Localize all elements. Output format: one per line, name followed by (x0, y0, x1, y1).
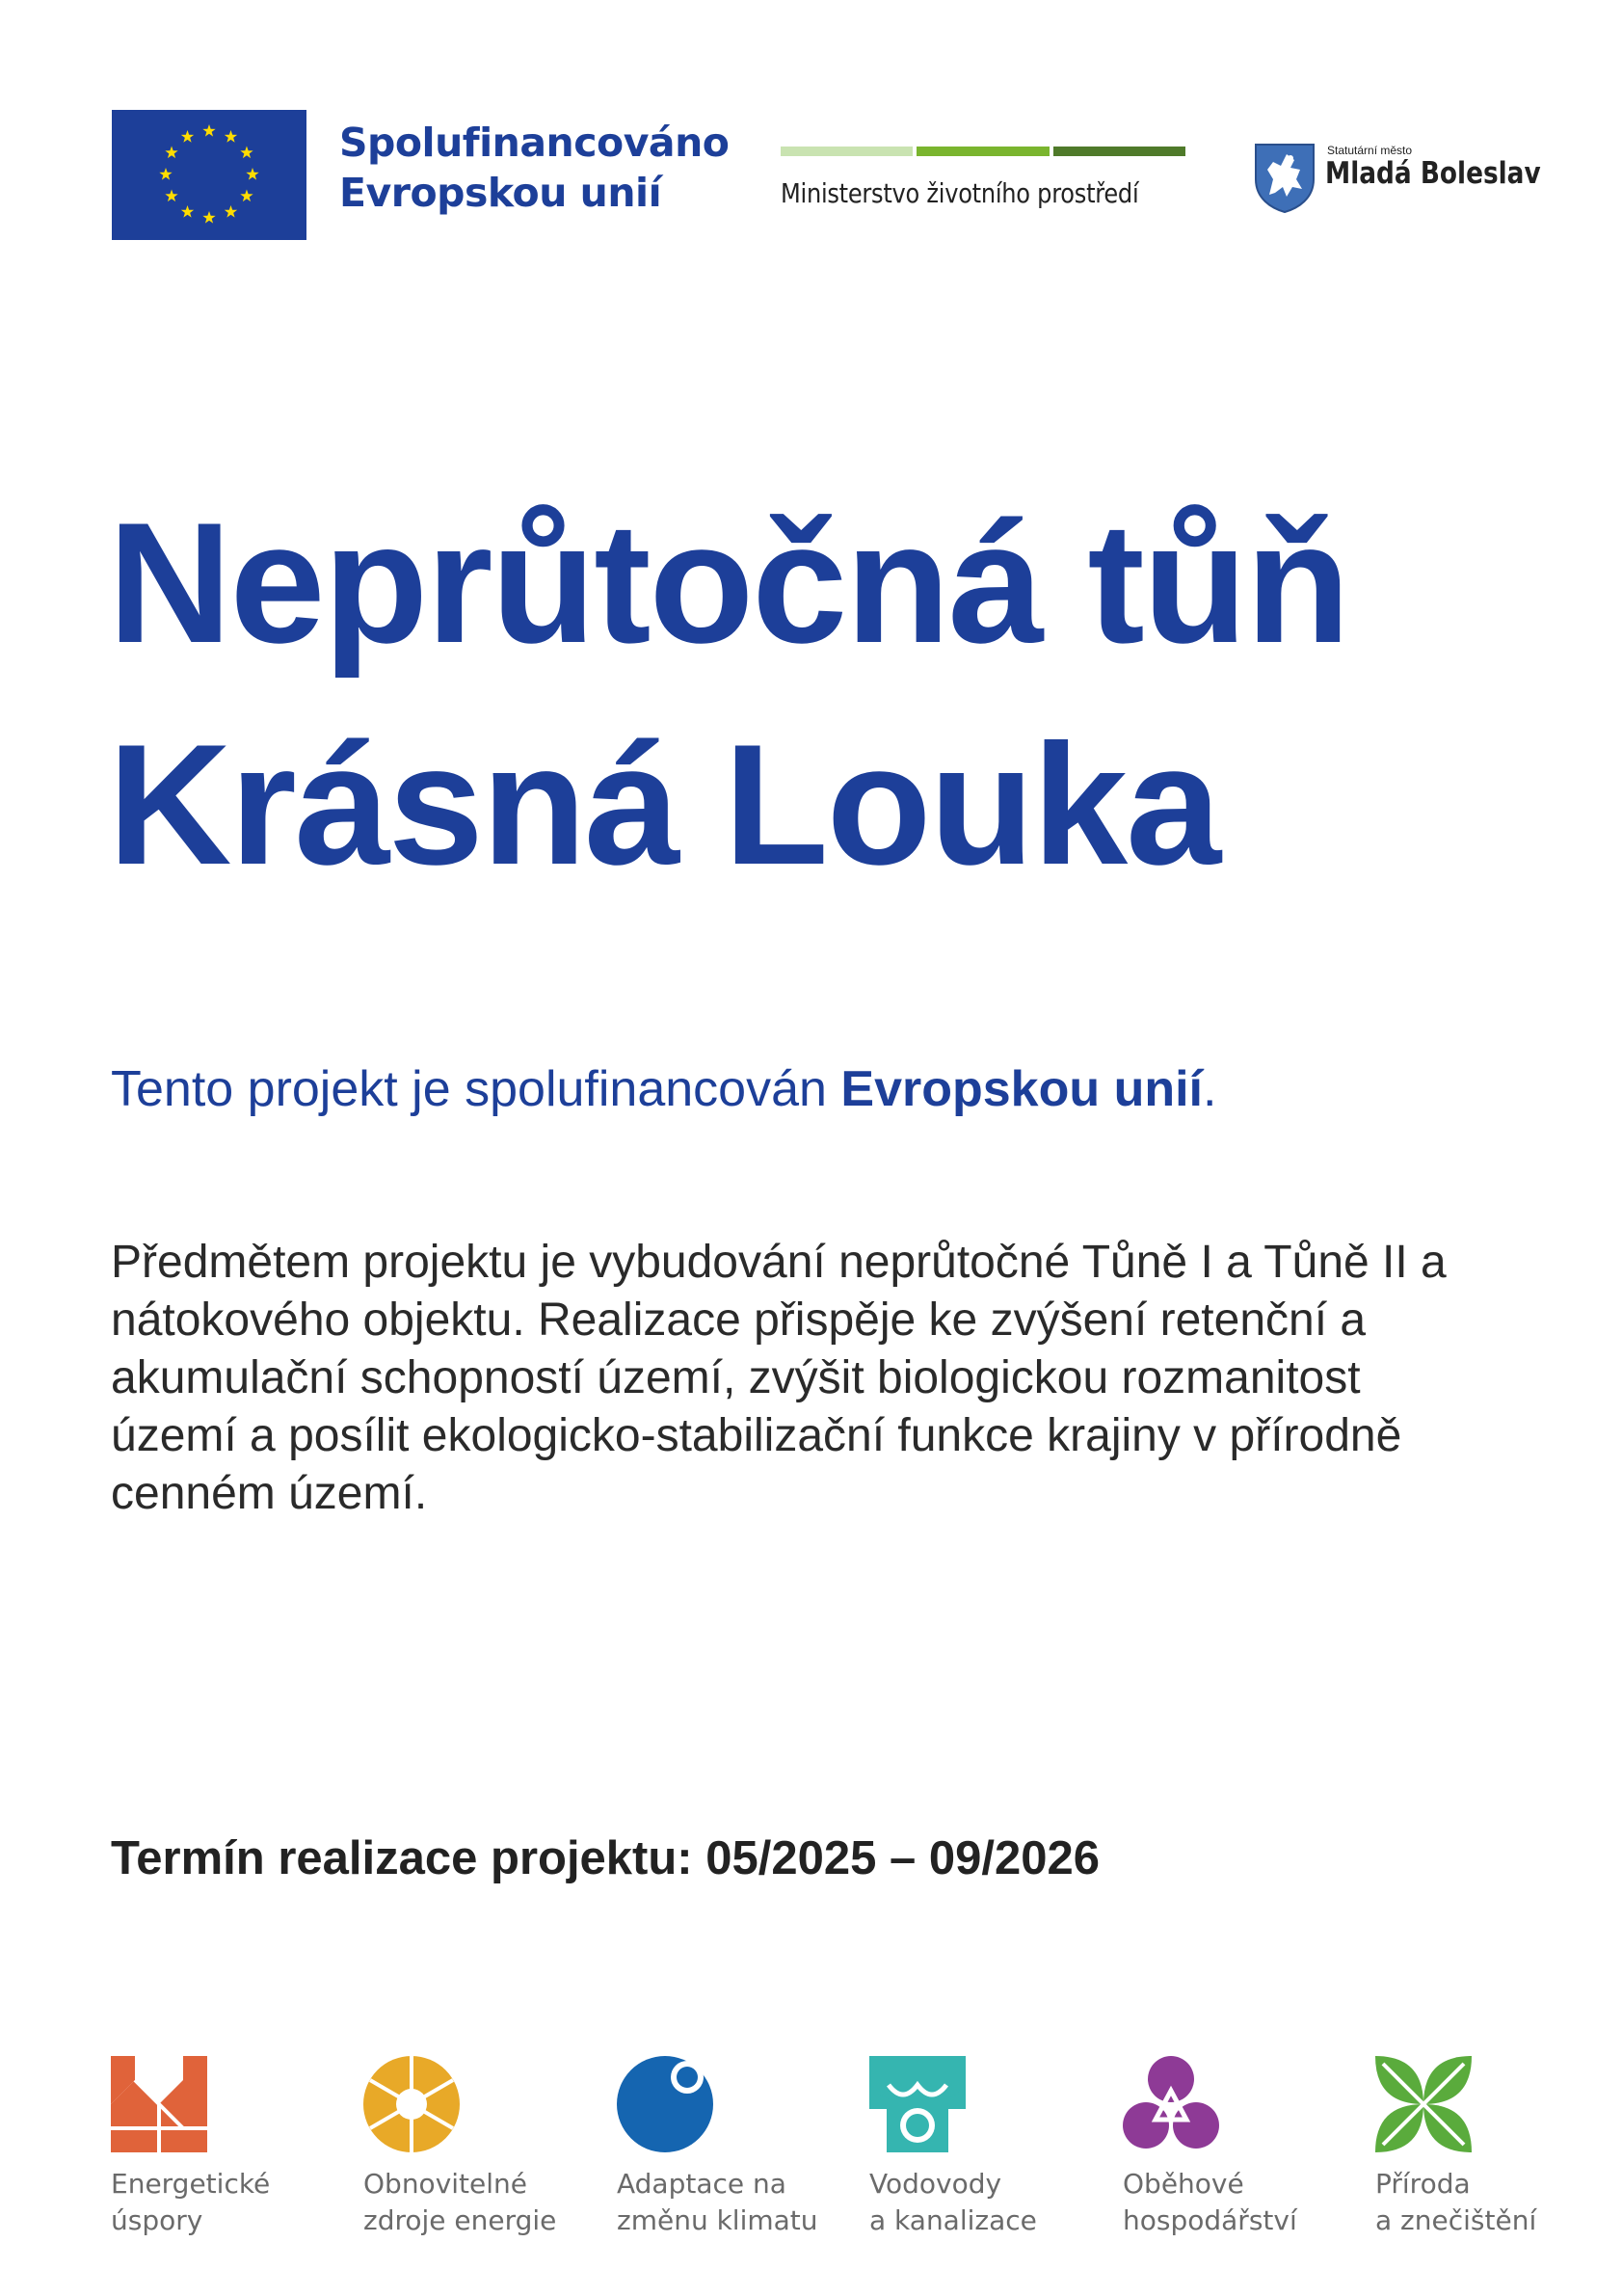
theme-label-line2: změnu klimatu (617, 2204, 818, 2236)
eu-logo-line2: Evropskou unií (339, 170, 662, 216)
circular-economy-icon (1123, 2056, 1219, 2152)
ministry-bar-dark (1053, 147, 1185, 156)
eu-cofinance-logo-text (339, 118, 729, 218)
title-line2: Krásná Louka (108, 708, 1220, 900)
renewable-energy-icon (363, 2056, 460, 2152)
ministry-logo (781, 147, 1185, 209)
theme-label-line1: Energetické (111, 2168, 271, 2200)
theme-label-line2: zdroje energie (363, 2204, 557, 2236)
theme-label-line2: a znečištění (1375, 2204, 1537, 2236)
energy-savings-icon (111, 2056, 207, 2152)
header (112, 110, 1541, 240)
theme-icons-row (111, 2056, 1537, 2249)
theme-energy-savings (111, 2056, 342, 2239)
theme-label-line2: a kanalizace (869, 2204, 1037, 2236)
theme-label-line2: hospodářství (1123, 2204, 1297, 2236)
theme-water-sewer (869, 2056, 1101, 2239)
theme-climate-adaptation (617, 2056, 848, 2239)
ministry-name: Ministerstvo životního prostředí (781, 177, 1139, 209)
page-title (108, 472, 1348, 916)
city-logo-name: Mladá Boleslav (1325, 156, 1541, 191)
eu-logo-line1: Spolufinancováno (339, 120, 730, 166)
city-crest-icon (1252, 141, 1317, 214)
theme-label-line1: Obnovitelné (363, 2168, 527, 2200)
eu-stars-icon (112, 110, 306, 240)
nature-pollution-icon (1375, 2056, 1472, 2152)
cofinance-statement (111, 1060, 1216, 1118)
theme-renewable-energy (363, 2056, 595, 2239)
eu-flag-logo (112, 110, 306, 240)
ministry-bar-light (781, 147, 913, 156)
ministry-color-bars (781, 147, 1185, 156)
city-logo-small-text: Statutární město (1327, 144, 1413, 157)
theme-label-line2: úspory (111, 2204, 203, 2236)
theme-label-line1: Oběhové (1123, 2168, 1244, 2200)
water-sewer-icon (869, 2056, 966, 2152)
theme-label-line1: Adaptace na (617, 2168, 786, 2200)
cofinance-prefix: Tento projekt je spolufinancován (111, 1061, 841, 1117)
project-description: Předmětem projektu je vybudování neprůtočné Tůně I a Tůně II a nátokového objektu. Realizace přispěje ke zvýšení retenční a akumulační schopností území, zvýšit biologickou rozmanitost území a posílit ekologicko-stabilizační funkce krajiny v přírodně cenném území. (111, 1237, 1447, 1519)
theme-label-line1: Vodovody (869, 2168, 1002, 2200)
theme-circular-economy (1123, 2056, 1354, 2239)
title-line1: Neprůtočná tůň (108, 487, 1349, 679)
theme-nature-pollution (1375, 2056, 1607, 2239)
theme-label-line1: Příroda (1375, 2168, 1471, 2200)
cofinance-suffix: . (1203, 1061, 1217, 1117)
cofinance-emphasis: Evropskou unií (840, 1061, 1203, 1117)
city-logo (1252, 141, 1541, 218)
project-term: Termín realizace projektu: 05/2025 – 09/2026 (111, 1832, 1100, 1884)
climate-adaptation-icon (617, 2056, 713, 2152)
ministry-bar-mid (917, 147, 1049, 156)
